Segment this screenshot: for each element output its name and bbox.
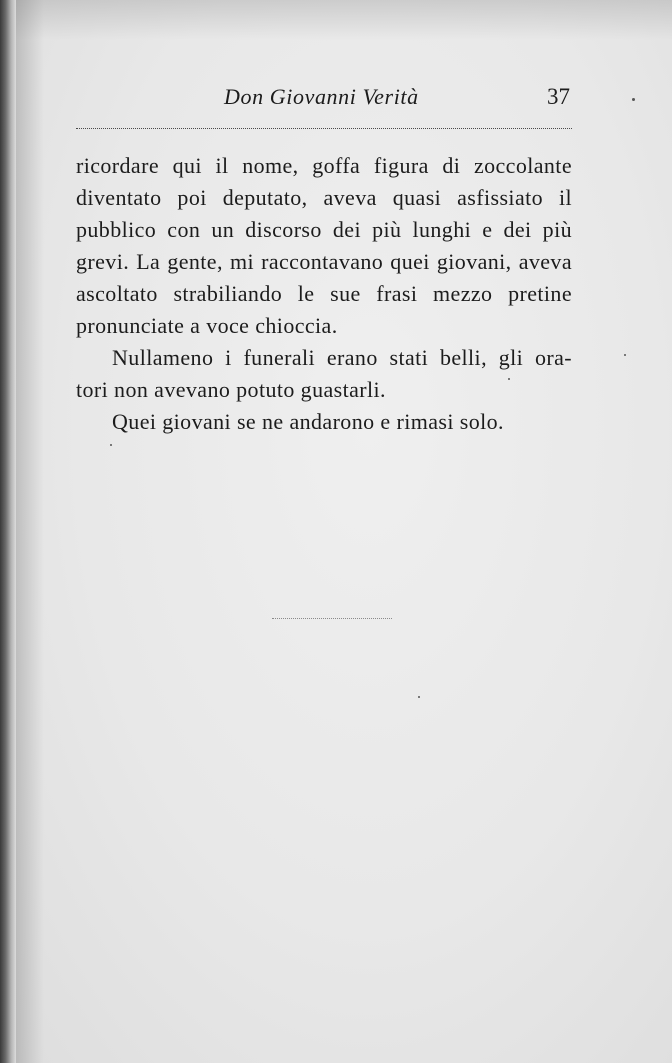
header-rule <box>76 128 572 129</box>
print-speck <box>110 444 112 446</box>
print-speck <box>624 354 626 356</box>
page-number: 37 <box>547 84 570 109</box>
binding-shadow <box>16 0 44 1063</box>
text-line: grevi. La gente, mi raccontavano quei giovani, aveva <box>76 249 572 274</box>
end-rule <box>272 618 392 619</box>
text-line: diventato poi deputato, aveva quasi asfissiato il <box>76 185 572 210</box>
text-line: tori non avevano potuto guastarli. <box>76 377 386 402</box>
running-title: Don Giovanni Verità <box>224 84 419 109</box>
text-line: Quei giovani se ne andarono e rimasi solo. <box>112 409 504 434</box>
text-line: Nullameno i funerali erano stati belli, gli ora- <box>112 345 572 370</box>
running-head <box>76 80 572 114</box>
page-top-shadow <box>0 0 672 40</box>
text-line: pubblico con un discorso dei più lunghi e dei più <box>76 217 572 242</box>
text-line: pronunciate a voce chioccia. <box>76 313 338 338</box>
body-text <box>76 150 572 438</box>
print-speck <box>508 378 510 380</box>
binding-edge <box>0 0 16 1063</box>
text-line: ricordare qui il nome, goffa figura di zoccolante <box>76 153 572 178</box>
print-speck <box>418 696 420 698</box>
text-line: ascoltato strabiliando le sue frasi mezzo pretine <box>76 281 572 306</box>
print-speck <box>632 98 635 101</box>
